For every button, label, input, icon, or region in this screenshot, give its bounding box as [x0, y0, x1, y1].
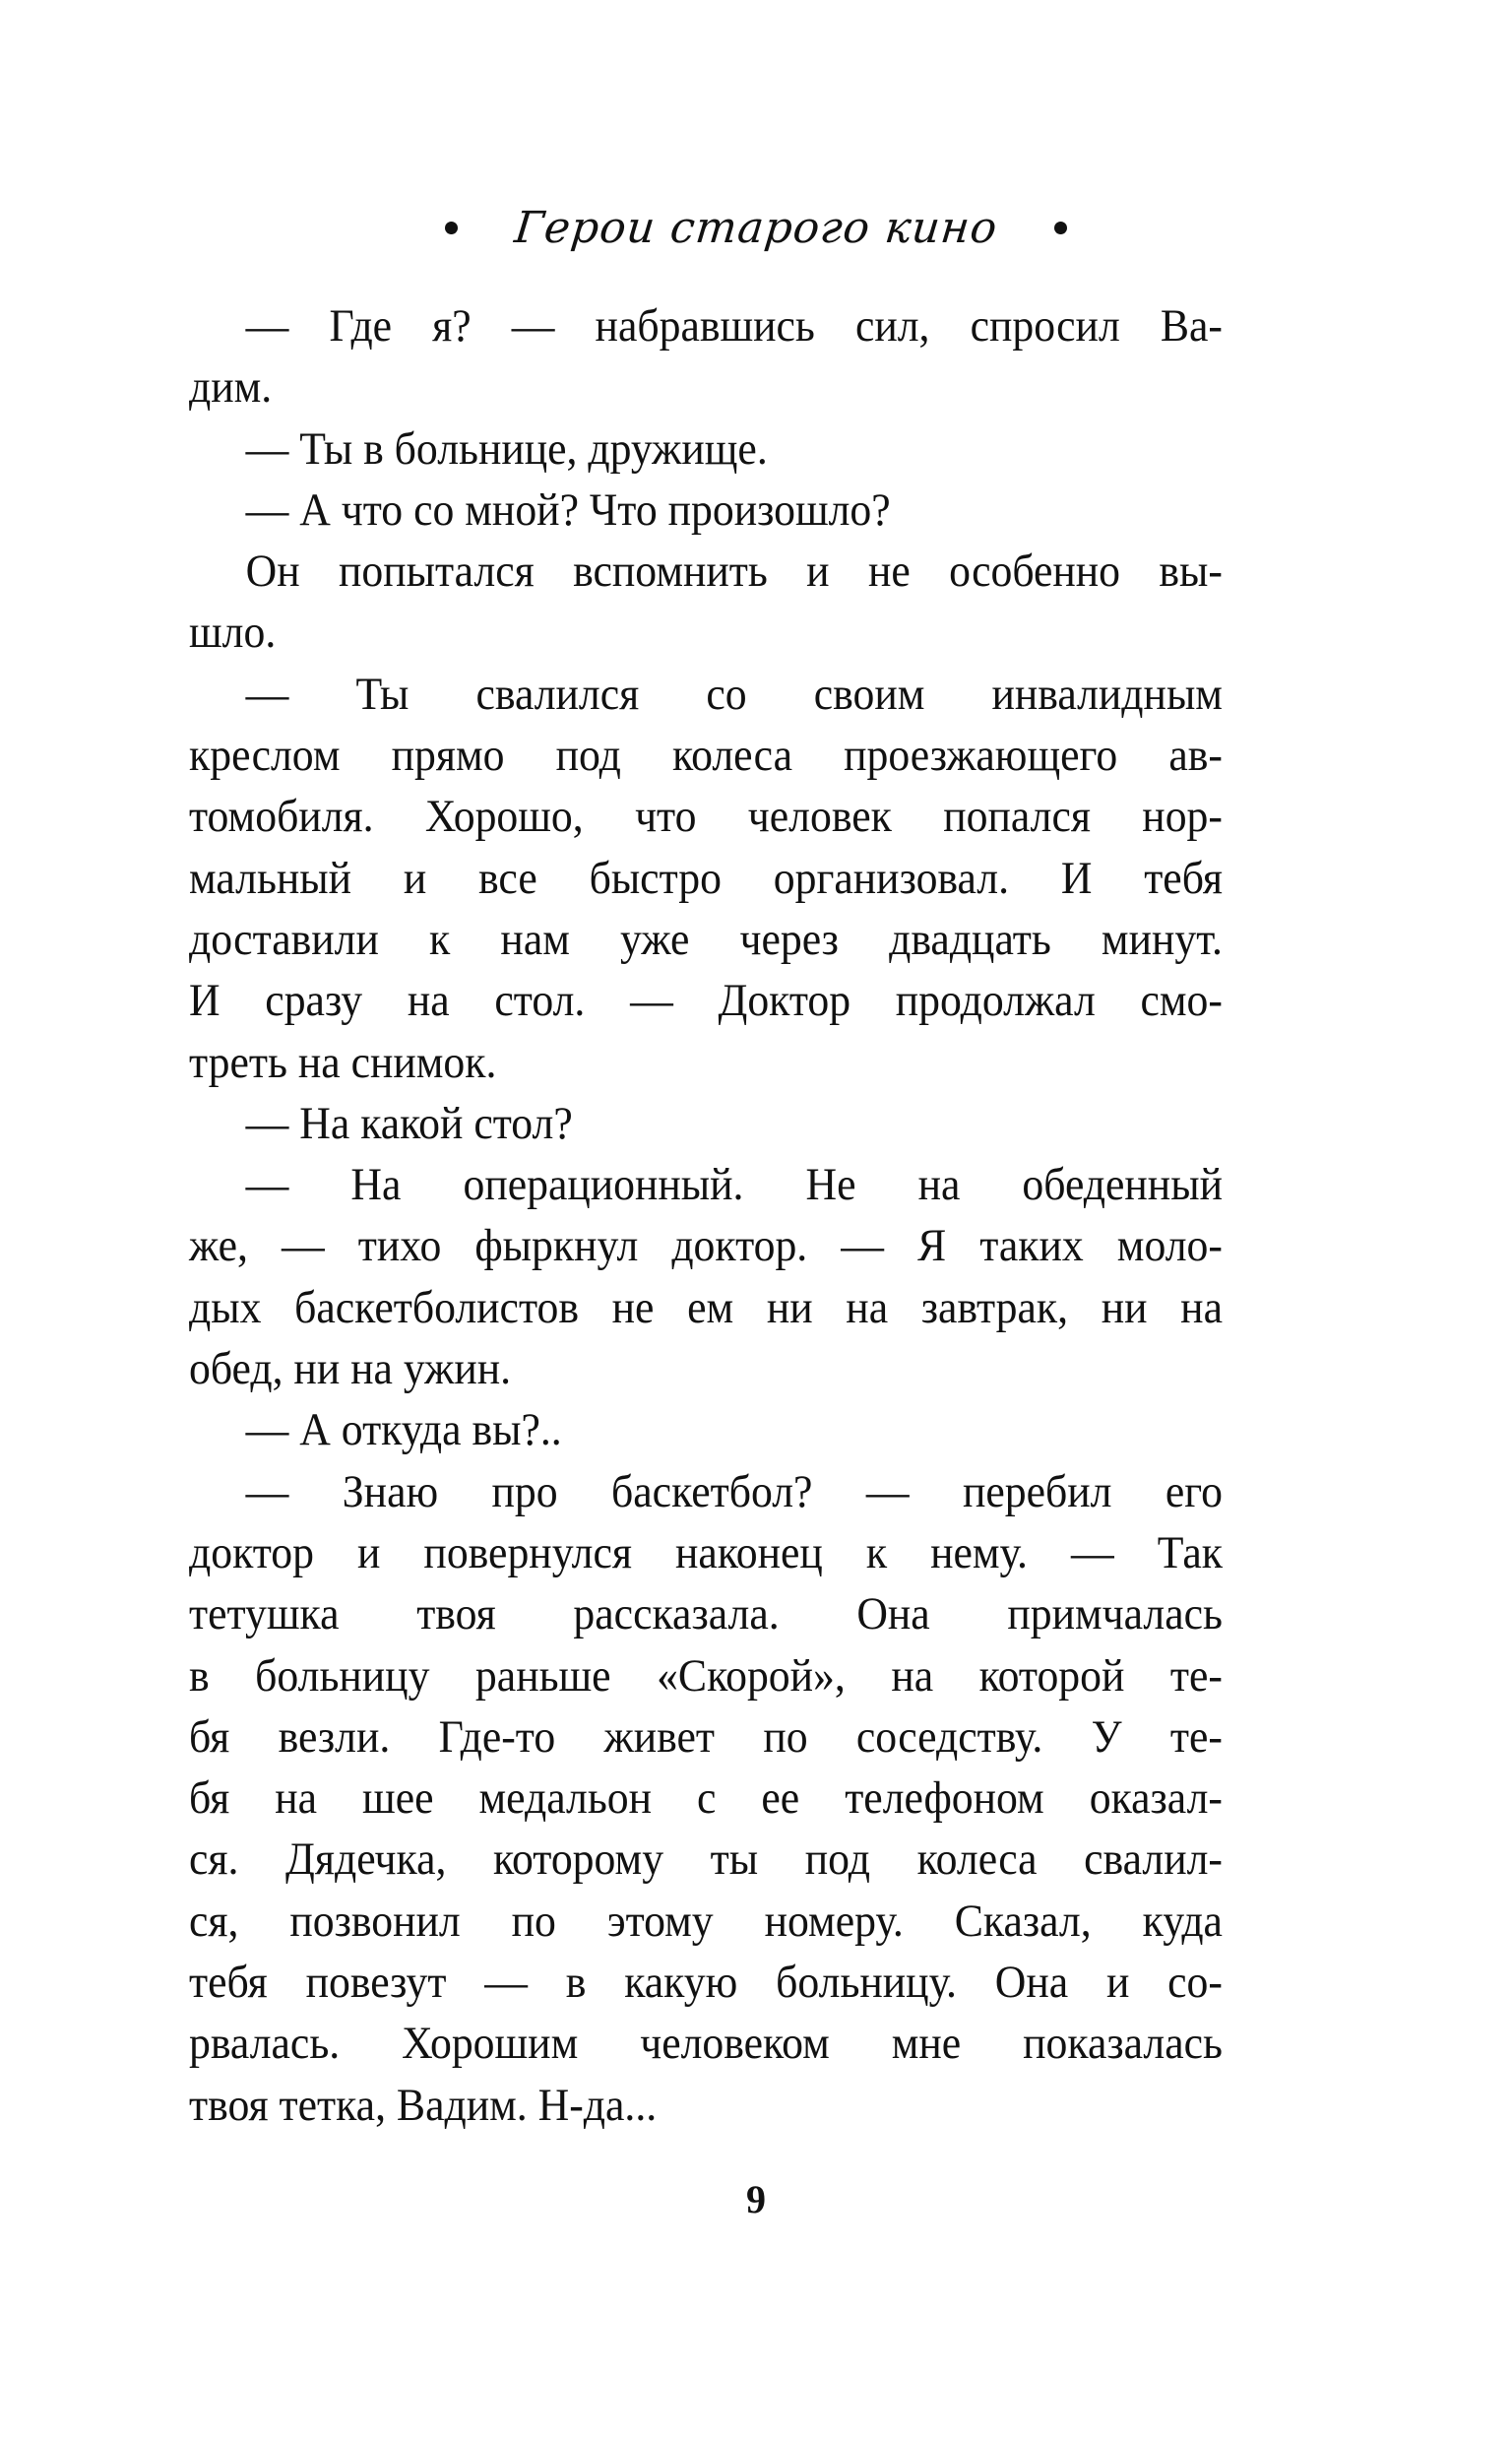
- body-text: [189, 295, 1223, 2136]
- text-line: ся. Дядечка, которому ты под колеса свалил-: [189, 1833, 1223, 1886]
- text-line: рвалась. Хорошим человеком мне показалась: [189, 2018, 1223, 2070]
- text-line: шло.: [189, 607, 277, 659]
- text-line: — Где я? — набравшись сил, спросил Ва-: [245, 300, 1223, 352]
- text-line: же, — тихо фыркнул доктор. — Я таких моло-: [189, 1220, 1223, 1272]
- text-line: И сразу на стол. — Доктор продолжал смо-: [189, 975, 1223, 1027]
- text-line: мальный и все быстро организовал. И тебя: [189, 852, 1223, 904]
- running-head-title: Герои старого кино: [512, 202, 1000, 253]
- text-line: дых баскетболистов не ем ни на завтрак, ни на: [189, 1281, 1223, 1333]
- text-line: тетушка твоя рассказала. Она примчалась: [189, 1588, 1223, 1640]
- text-line: треть на снимок.: [189, 1036, 497, 1088]
- text-line: томобиля. Хорошо, что человек попался нор-: [189, 791, 1223, 843]
- text-line: — Знаю про баскетбол? — перебил его: [245, 1465, 1223, 1517]
- text-line: твоя тетка, Вадим. Н-да...: [189, 2079, 658, 2131]
- running-head: [0, 193, 1512, 262]
- text-line: — Ты свалился со своим инвалидным: [245, 668, 1223, 720]
- text-line: Он попытался вспомнить и не особенно вы-: [245, 546, 1223, 598]
- text-line: — На какой стол?: [245, 1097, 573, 1149]
- text-line: ся, позвонил по этому номеру. Сказал, куда: [189, 1895, 1223, 1947]
- page-number: 9: [746, 2177, 766, 2221]
- text-line: бя везли. Где-то живет по соседству. У те-: [189, 1710, 1223, 1763]
- text-line: тебя повезут — в какую больницу. Она и со-: [189, 1957, 1223, 2009]
- bullet-ornament-icon: [445, 222, 458, 234]
- text-line: креслом прямо под колеса проезжающего ав-: [189, 730, 1223, 782]
- text-line: — Ты в больнице, дружище.: [245, 422, 768, 475]
- text-line: — На операционный. Не на обеденный: [245, 1159, 1223, 1211]
- text-line: — А откуда вы?..: [245, 1404, 562, 1456]
- text-line: доставили к нам уже через двадцать минут.: [189, 913, 1223, 965]
- text-line: в больницу раньше «Скорой», на которой те-: [189, 1649, 1223, 1702]
- text-line: обед, ни на ужин.: [189, 1343, 512, 1395]
- text-line: доктор и повернулся наконец к нему. — Так: [189, 1526, 1223, 1578]
- text-line: бя на шее медальон с ее телефоном оказал-: [189, 1772, 1223, 1825]
- text-line: дим.: [189, 361, 273, 414]
- bullet-ornament-icon: [1054, 222, 1067, 234]
- text-line: — А что со мной? Что произошло?: [245, 483, 891, 536]
